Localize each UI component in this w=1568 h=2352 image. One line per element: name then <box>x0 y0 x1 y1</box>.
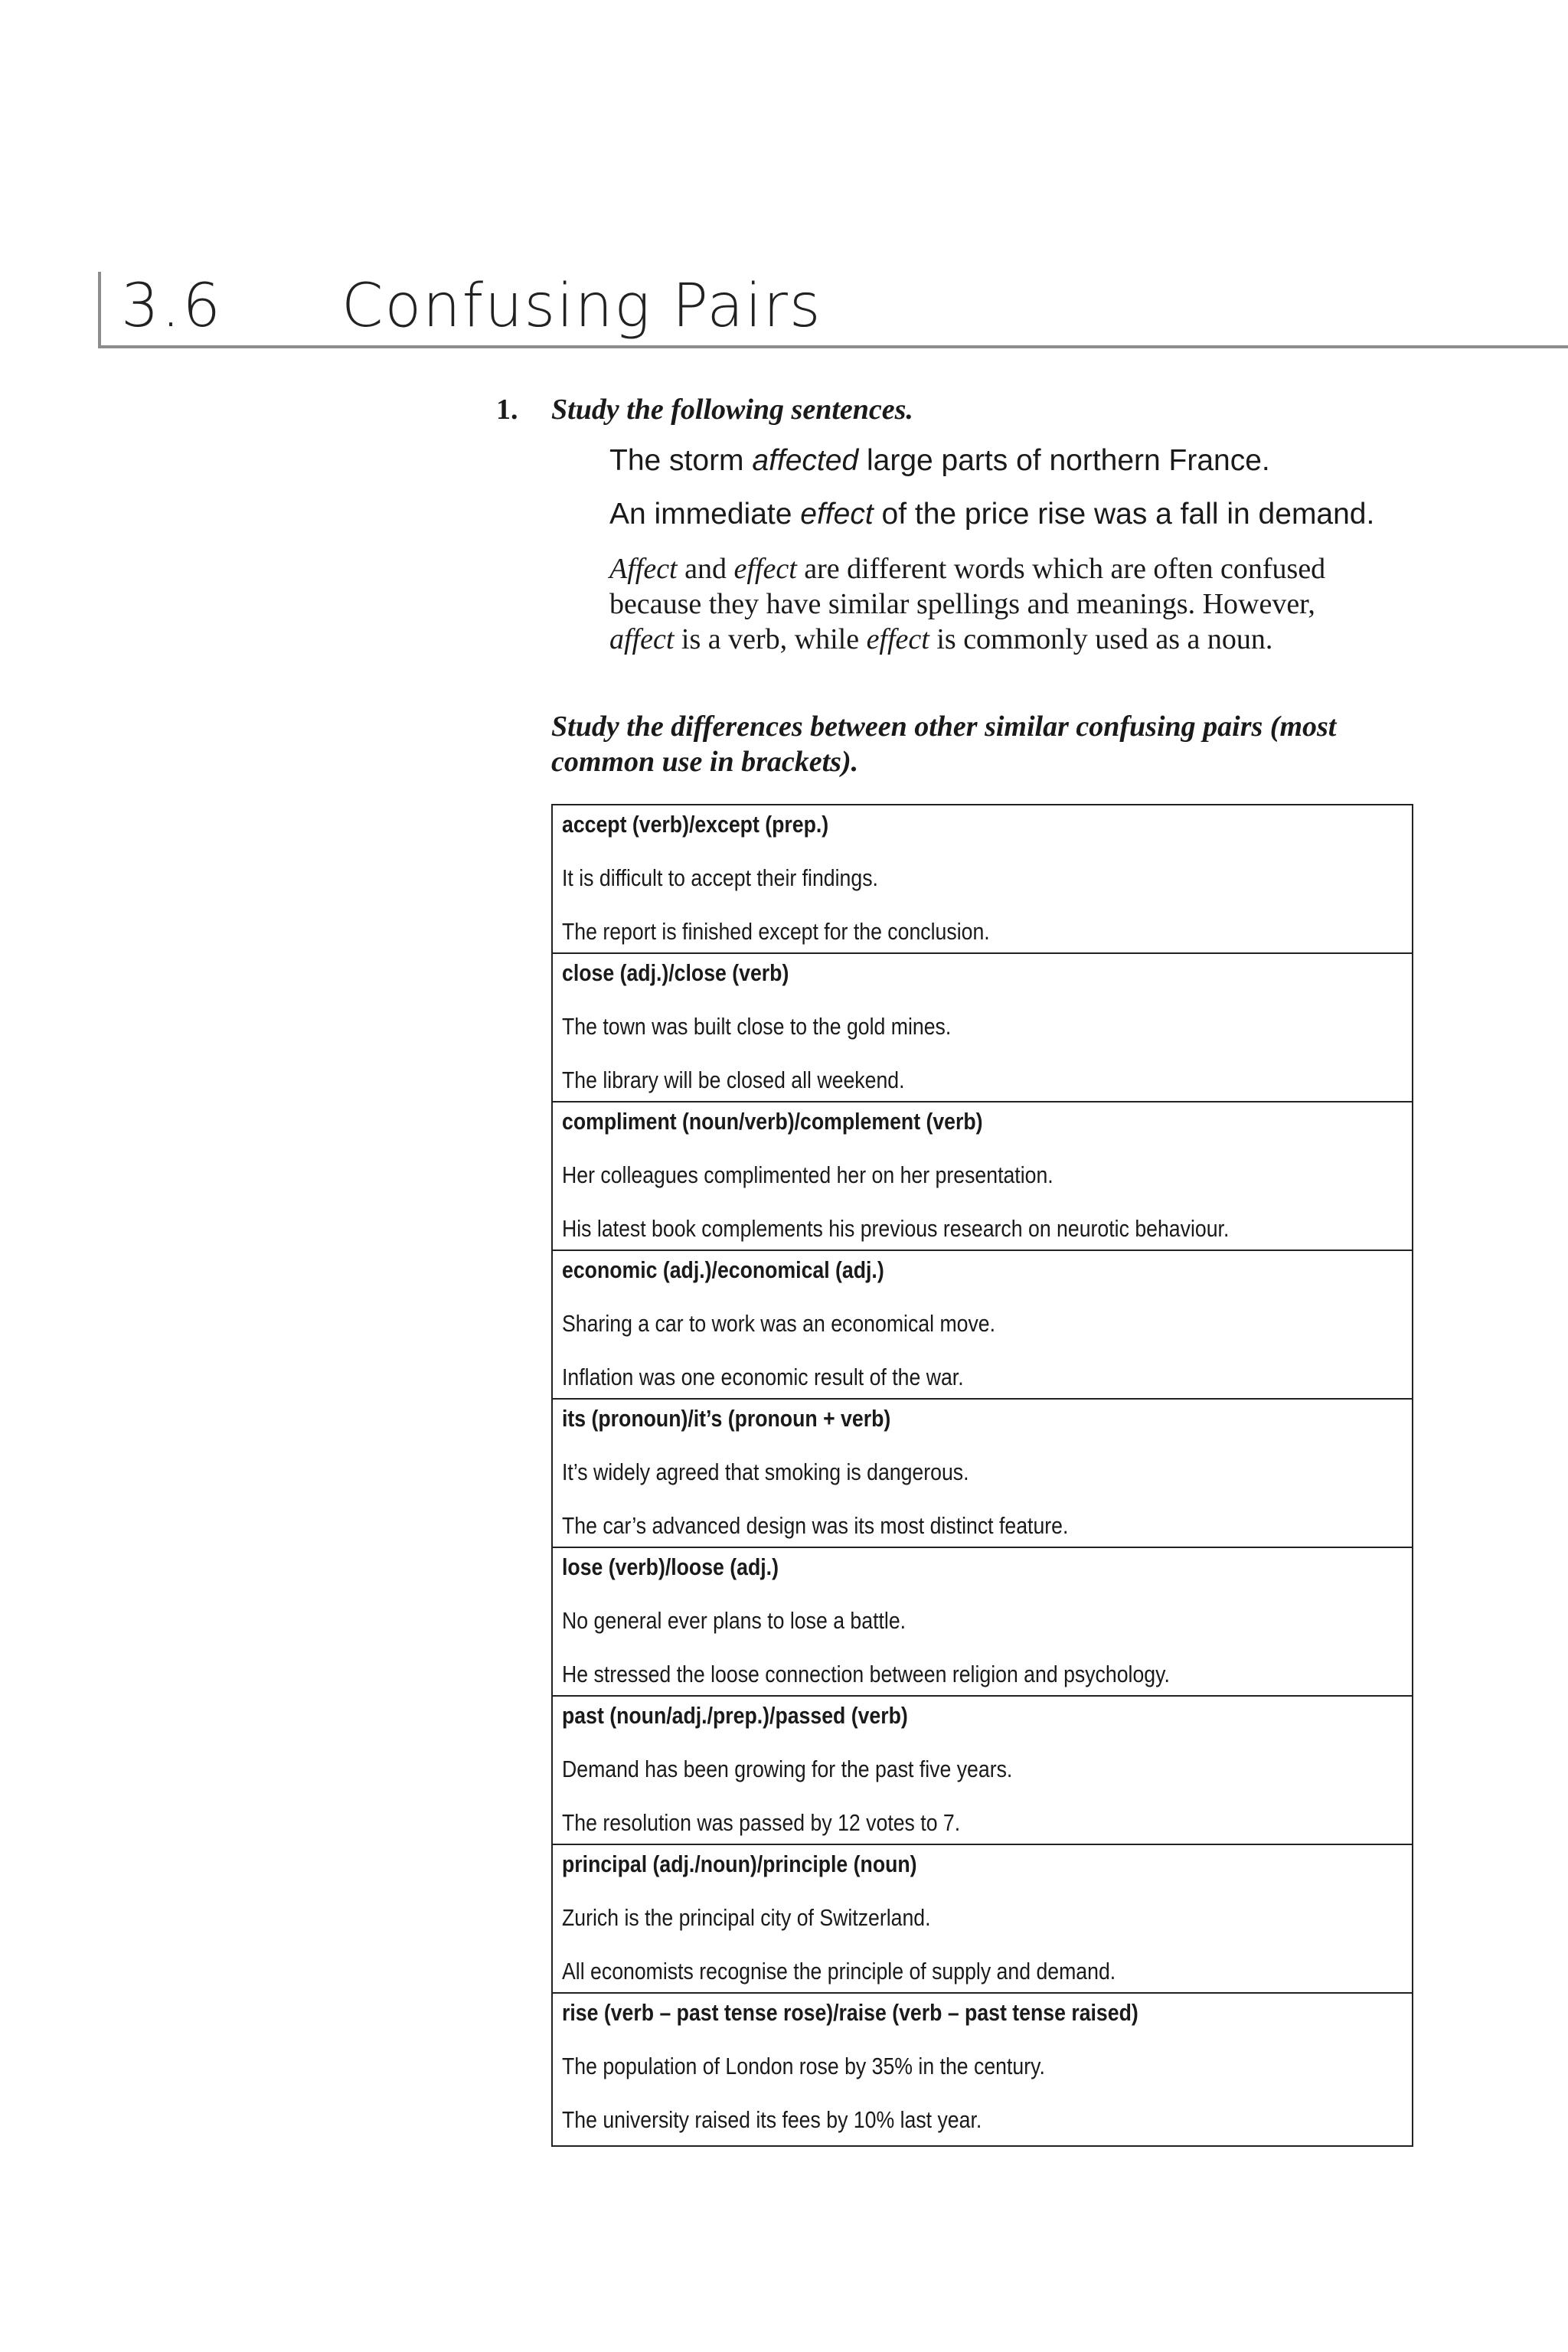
explanation-text: is commonly used as a noun. <box>929 623 1273 655</box>
table-row <box>553 1102 1412 1251</box>
pair-heading: compliment (noun/verb)/complement (verb) <box>562 1108 983 1135</box>
table-row <box>553 1994 1412 2145</box>
pair-heading: economic (adj.)/economical (adj.) <box>562 1256 884 1283</box>
explanation-text: are different words which are often confused because they have similar spellings and meanings. However, <box>609 553 1326 620</box>
pair-heading: rise (verb – past tense rose)/raise (verb – past tense raised) <box>562 1999 1138 2026</box>
example1-after: large parts of northern France. <box>858 444 1270 477</box>
explanation-paragraph <box>609 551 1329 657</box>
example-sentence-2 <box>609 496 1374 533</box>
pair-example-1: Sharing a car to work was an economical move. <box>562 1310 996 1337</box>
pair-example-1: Her colleagues complimented her on her presentation. <box>562 1161 1054 1188</box>
pair-example-1: No general ever plans to lose a battle. <box>562 1607 906 1634</box>
section-number: 3.6 <box>121 272 224 341</box>
example1-before: The storm <box>609 444 753 477</box>
pair-example-2: The car’s advanced design was its most distinct feature. <box>562 1512 1069 1539</box>
explanation-text: and <box>677 553 734 585</box>
explanation-word: affect <box>609 623 675 655</box>
pair-example-2: The resolution was passed by 12 votes to 7. <box>562 1809 961 1836</box>
example2-keyword: effect <box>800 498 874 531</box>
table-row <box>553 1251 1412 1400</box>
pair-example-1: It’s widely agreed that smoking is dangerous. <box>562 1459 969 1485</box>
table-row <box>553 805 1412 954</box>
pair-example-2: He stressed the loose connection between religion and psychology. <box>562 1661 1170 1687</box>
pair-example-2: The university raised its fees by 10% last year. <box>562 2106 982 2133</box>
pair-heading: principal (adj./noun)/principle (noun) <box>562 1851 917 1877</box>
explanation-word: effect <box>733 553 797 585</box>
pair-example-2: His latest book complements his previous research on neurotic behaviour. <box>562 1215 1230 1242</box>
pair-heading: close (adj.)/close (verb) <box>562 959 789 986</box>
confusing-pairs-table <box>551 804 1413 2147</box>
exercise-instruction: Study the following sentences. <box>551 394 913 426</box>
pair-example-2: The report is finished except for the conclusion. <box>562 918 990 945</box>
pair-heading: past (noun/adj./prep.)/passed (verb) <box>562 1702 908 1729</box>
explanation-text: is a verb, while <box>674 623 867 655</box>
exercise-number: 1. <box>496 394 518 426</box>
pair-heading: lose (verb)/loose (adj.) <box>562 1553 779 1580</box>
explanation-word: Affect <box>609 553 678 585</box>
pair-example-1: Demand has been growing for the past five years. <box>562 1756 1013 1782</box>
heading-underline <box>98 345 1568 348</box>
pair-example-2: All economists recognise the principle of supply and demand. <box>562 1958 1116 1984</box>
table-row <box>553 1400 1412 1548</box>
pair-heading: its (pronoun)/it’s (pronoun + verb) <box>562 1405 891 1432</box>
pair-example-1: The town was built close to the gold mines. <box>562 1013 952 1040</box>
pair-example-1: Zurich is the principal city of Switzerland. <box>562 1904 931 1931</box>
section-heading <box>98 272 1568 348</box>
example1-keyword: affected <box>752 444 859 477</box>
table-row <box>553 954 1412 1102</box>
table-row <box>553 1845 1412 1994</box>
example2-before: An immediate <box>609 498 801 531</box>
table-row <box>553 1697 1412 1845</box>
pair-example-1: It is difficult to accept their findings. <box>562 864 878 891</box>
example2-after: of the price rise was a fall in demand. <box>873 498 1375 531</box>
pair-heading: accept (verb)/except (prep.) <box>562 811 829 838</box>
example-sentence-1 <box>609 443 1270 479</box>
pair-example-1: The population of London rose by 35% in the century. <box>562 2053 1045 2079</box>
pair-example-2: The library will be closed all weekend. <box>562 1067 905 1093</box>
table-row <box>553 1548 1412 1697</box>
explanation-word: effect <box>866 623 929 655</box>
section-title: Confusing Pairs <box>341 272 822 341</box>
pair-example-2: Inflation was one economic result of the war. <box>562 1364 964 1390</box>
pairs-instruction: Study the differences between other similar confusing pairs (most common use in brackets). <box>551 710 1337 778</box>
heading-left-rule <box>98 272 101 348</box>
